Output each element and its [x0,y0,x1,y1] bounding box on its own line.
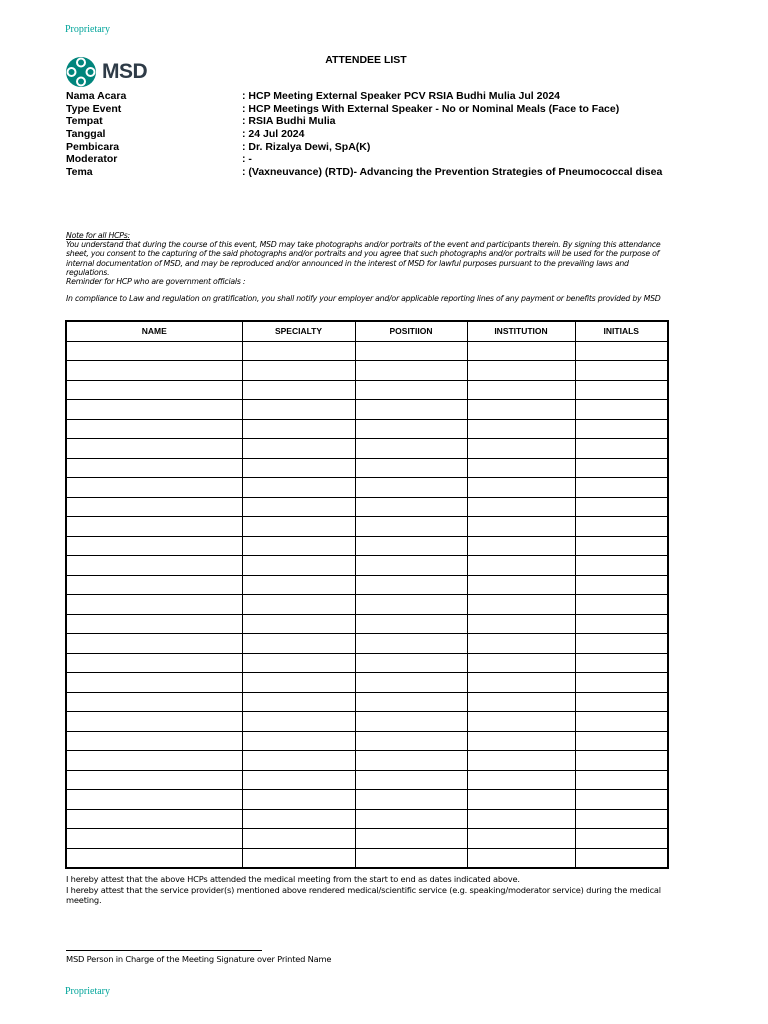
table-cell[interactable] [66,653,242,673]
signature-caption: MSD Person in Charge of the Meeting Signature over Printed Name [66,954,332,964]
table-cell[interactable] [242,400,355,420]
table-row [66,595,668,615]
table-row [66,419,668,439]
table-cell[interactable] [575,536,668,556]
compliance-text: In compliance to Law and regulation on gratification, you shall notify your employer and/or applicable reporting lines of any payment or benefits provided by MSD [66,294,661,304]
table-cell[interactable] [242,341,355,361]
table-cell[interactable] [467,809,575,829]
table-cell[interactable] [66,614,242,634]
notes-heading: Note for all HCPs: [66,231,130,240]
table-cell[interactable] [467,497,575,517]
info-label: Moderator [66,153,118,166]
info-row-pembicara [66,141,666,154]
table-cell[interactable] [575,614,668,634]
reminder-text: Reminder for HCP who are government officials : [66,277,246,287]
table-cell[interactable] [66,634,242,654]
table-cell[interactable] [355,419,467,439]
info-value: : 24 Jul 2024 [242,128,305,141]
table-cell[interactable] [66,790,242,810]
table-cell[interactable] [355,829,467,849]
table-cell[interactable] [242,556,355,576]
table-row [66,731,668,751]
table-cell[interactable] [66,361,242,381]
info-label: Type Event [66,102,122,115]
table-cell[interactable] [575,790,668,810]
table-cell[interactable] [355,790,467,810]
table-row [66,478,668,498]
table-cell[interactable] [242,809,355,829]
table-cell[interactable] [355,653,467,673]
table-cell[interactable] [66,575,242,595]
table-cell[interactable] [66,692,242,712]
table-cell[interactable] [242,536,355,556]
column-header-name: NAME [66,321,242,341]
table-row [66,712,668,732]
page-title: ATTENDEE LIST [325,54,407,66]
table-cell[interactable] [242,712,355,732]
table-row [66,380,668,400]
table-cell[interactable] [467,712,575,732]
table-cell[interactable] [355,380,467,400]
table-row [66,692,668,712]
table-cell[interactable] [467,614,575,634]
table-cell[interactable] [242,439,355,459]
table-cell[interactable] [467,673,575,693]
info-row-tempat [66,115,666,128]
hcp-notes [66,231,666,303]
table-cell[interactable] [355,536,467,556]
table-row [66,536,668,556]
table-cell[interactable] [467,634,575,654]
table-cell[interactable] [575,848,668,868]
table-cell[interactable] [467,478,575,498]
table-cell[interactable] [242,517,355,537]
table-cell[interactable] [242,478,355,498]
attestation-service: I hereby attest that the service provider(s) mentioned above rendered medical/scientific service (e.g. speaking/moderator service) during the medical meeting. [66,885,661,905]
table-row [66,809,668,829]
table-cell[interactable] [355,731,467,751]
table-cell[interactable] [66,731,242,751]
info-row-tema [66,166,666,179]
table-cell[interactable] [575,497,668,517]
table-cell[interactable] [467,400,575,420]
table-cell[interactable] [467,848,575,868]
table-cell[interactable] [575,478,668,498]
table-cell[interactable] [467,692,575,712]
info-row-tanggal [66,128,666,141]
table-cell[interactable] [355,809,467,829]
column-header-institution: INSTITUTION [467,321,575,341]
table-cell[interactable] [467,361,575,381]
table-cell[interactable] [575,692,668,712]
table-cell[interactable] [242,497,355,517]
info-label: Tema [66,166,93,179]
table-cell[interactable] [467,595,575,615]
table-row [66,829,668,849]
info-value: : HCP Meetings With External Speaker - No or Nominal Meals (Face to Face) [242,102,620,115]
table-cell[interactable] [467,751,575,771]
table-cell[interactable] [242,361,355,381]
info-label: Tempat [66,115,103,128]
info-value: : Dr. Rizalya Dewi, SpA(K) [242,140,371,153]
table-cell[interactable] [242,458,355,478]
table-cell[interactable] [242,614,355,634]
table-cell[interactable] [575,439,668,459]
table-cell[interactable] [242,634,355,654]
table-row [66,614,668,634]
table-cell[interactable] [575,361,668,381]
info-label: Nama Acara [66,90,127,102]
table-row [66,497,668,517]
table-cell[interactable] [575,458,668,478]
table-cell[interactable] [66,556,242,576]
table-row [66,790,668,810]
attendee-table [65,320,669,869]
table-cell[interactable] [575,731,668,751]
table-cell[interactable] [467,517,575,537]
table-row [66,341,668,361]
column-header-initials: INITIALS [575,321,668,341]
info-row-moderator [66,153,666,166]
table-cell[interactable] [355,400,467,420]
table-cell[interactable] [575,829,668,849]
table-cell[interactable] [242,692,355,712]
table-cell[interactable] [66,458,242,478]
table-row [66,400,668,420]
table-cell[interactable] [467,419,575,439]
table-cell[interactable] [467,341,575,361]
table-cell[interactable] [242,731,355,751]
column-header-position: POSITIION [355,321,467,341]
attendee-table-body [66,341,668,868]
info-row-type-event [66,103,666,116]
table-cell[interactable] [575,809,668,829]
table-cell[interactable] [575,712,668,732]
table-cell[interactable] [66,770,242,790]
table-cell[interactable] [242,575,355,595]
table-cell[interactable] [355,341,467,361]
table-cell[interactable] [467,575,575,595]
table-cell[interactable] [355,458,467,478]
table-cell[interactable] [575,653,668,673]
table-cell[interactable] [66,751,242,771]
table-row [66,517,668,537]
table-cell[interactable] [575,517,668,537]
table-cell[interactable] [355,712,467,732]
table-cell[interactable] [355,575,467,595]
table-cell[interactable] [66,478,242,498]
info-value: : HCP Meeting External Speaker PCV RSIA Budhi Mulia Jul 2024 [242,90,561,102]
table-cell[interactable] [355,361,467,381]
table-row [66,848,668,868]
table-cell[interactable] [467,731,575,751]
table-cell[interactable] [355,517,467,537]
table-row [66,673,668,693]
table-cell[interactable] [575,673,668,693]
table-cell[interactable] [242,770,355,790]
table-cell[interactable] [242,653,355,673]
table-cell[interactable] [467,790,575,810]
column-header-specialty: SPECIALTY [242,321,355,341]
table-cell[interactable] [242,673,355,693]
table-row [66,751,668,771]
table-cell[interactable] [242,595,355,615]
table-cell[interactable] [66,829,242,849]
info-value: : - [242,153,252,166]
table-row [66,770,668,790]
table-cell[interactable] [66,848,242,868]
info-row-nama-acara [66,90,666,103]
table-cell[interactable] [66,712,242,732]
info-label: Tanggal [66,128,106,141]
table-cell[interactable] [66,419,242,439]
table-cell[interactable] [575,634,668,654]
proprietary-label-top: Proprietary [65,24,110,35]
attestation [66,874,666,906]
table-cell[interactable] [355,848,467,868]
table-row [66,439,668,459]
table-cell[interactable] [66,673,242,693]
event-info [66,90,666,179]
table-cell[interactable] [355,595,467,615]
table-cell[interactable] [66,809,242,829]
table-cell[interactable] [355,770,467,790]
table-row [66,653,668,673]
table-cell[interactable] [66,439,242,459]
table-cell[interactable] [575,770,668,790]
info-value: : (Vaxneuvance) (RTD)- Advancing the Prevention Strategies of Pneumococcal disea [242,166,663,179]
table-cell[interactable] [575,419,668,439]
table-cell[interactable] [467,458,575,478]
table-cell[interactable] [242,790,355,810]
table-cell[interactable] [66,517,242,537]
table-cell[interactable] [575,341,668,361]
table-header-row [66,321,668,341]
table-cell[interactable] [355,692,467,712]
info-value: : RSIA Budhi Mulia [242,115,336,128]
table-cell[interactable] [575,556,668,576]
table-cell[interactable] [467,556,575,576]
table-row [66,634,668,654]
table-cell[interactable] [355,556,467,576]
table-cell[interactable] [66,341,242,361]
table-cell[interactable] [355,751,467,771]
table-cell[interactable] [575,575,668,595]
table-cell[interactable] [355,497,467,517]
signature-line [66,950,262,951]
info-label: Pembicara [66,140,120,153]
table-cell[interactable] [575,380,668,400]
table-row [66,575,668,595]
table-cell[interactable] [355,439,467,459]
table-cell[interactable] [355,634,467,654]
table-cell[interactable] [242,380,355,400]
table-cell[interactable] [242,848,355,868]
table-cell[interactable] [467,380,575,400]
table-cell[interactable] [467,770,575,790]
table-cell[interactable] [355,478,467,498]
table-row [66,458,668,478]
table-cell[interactable] [242,419,355,439]
proprietary-label-bottom: Proprietary [65,986,110,997]
table-cell[interactable] [66,400,242,420]
table-cell[interactable] [467,439,575,459]
table-row [66,556,668,576]
table-cell[interactable] [467,536,575,556]
table-row [66,361,668,381]
table-cell[interactable] [66,380,242,400]
table-cell[interactable] [66,595,242,615]
table-cell[interactable] [66,536,242,556]
table-cell[interactable] [242,751,355,771]
table-cell[interactable] [467,653,575,673]
table-cell[interactable] [575,751,668,771]
consent-text: You understand that during the course of this event, MSD may take photographs and/or portraits of the event and participants therein. By signing this attendance sheet, you consent to the capturing of the said photographs and/or portraits and you agree that such photographs and/or portraits will be used for the purpose of internal documentation of MSD, and may be reproduced and/or announced in the interest of MSD for lawful purposes pursuant to the prevailing laws and regulations. [66,240,661,277]
attestation-attendance: I hereby attest that the above HCPs attended the medical meeting from the start to end as dates indicated above. [66,874,520,884]
table-cell[interactable] [355,673,467,693]
table-cell[interactable] [66,497,242,517]
table-cell[interactable] [355,614,467,634]
logo-text: MSD [102,60,148,83]
table-cell[interactable] [575,595,668,615]
table-cell[interactable] [467,829,575,849]
table-cell[interactable] [242,829,355,849]
table-cell[interactable] [575,400,668,420]
